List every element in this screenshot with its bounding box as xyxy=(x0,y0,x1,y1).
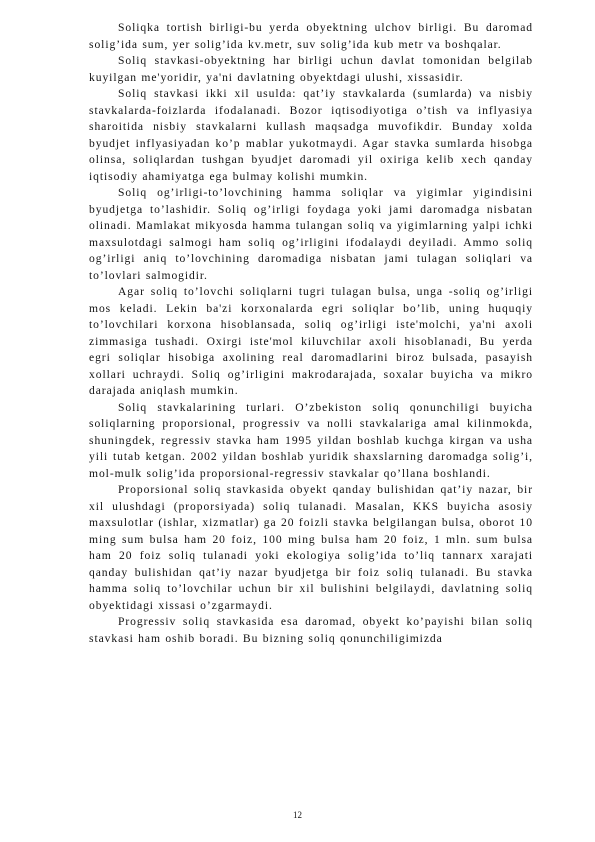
paragraph-tax-burden: Soliq og’irligi-to’lovchining hamma soliqlar va yigimlar yigindisini byudjetga to’lashidir. Soliq og’irligi foydaga yoki jami daromadga nisbatan olinadi. Mamlakat mikyosda hamma tulangan soliq va yigimlarning yalpi ichki maxsulotdagi salmogi ham soliq og’irligini ifodalaydi deyiladi. Ammo soliq og’irligi aniq to’lovchining daromadiga nisbatan jami tulagan soliqlari va to’lovlari salmogidir. xyxy=(89,186,533,282)
paragraph-rate-methods: Soliq stavkasi ikki xil usulda: qat’iy stavkalarda (sumlarda) va nisbiy stavkalarda-foizlarda ifodalanadi. Bozor iqtisodiyotiga o’tish va inflyasiya sharoitida nisbiy stavkalarni kullash maqsadga muvofikdir. Bunday xolda byudjet inflyasiyadan ko’p mablar yukotmaydi. Agar stavka sumlarda hisobga olinsa, soliqlardan tushgan byudjet daromadi yil oxiriga kelib xech qanday iqtisodiy ahamiyatga ega bulmay kolishi mumkin. xyxy=(89,87,533,183)
paragraph-tax-rate: Soliq stavkasi-obyektning har birligi uchun davlat tomonidan belgilab kuyilgan me'yoridir, ya'ni davlatning obyektdagi ulushi, xissasidir. xyxy=(89,54,533,84)
page-number: 12 xyxy=(293,810,302,820)
paragraph-rate-types: Soliq stavkalarining turlari. O’zbekiston soliq qonunchiligi buyicha soliqlarning proporsional, progressiv va nolli stavkalariga amal kilinmokda, shuningdek, regressiv stavka ham 1995 yildan boshlab kuchga kirgan va usha yili tutab ketgan. 2002 yildan boshlab yuridik shaxslarning daromadga solig’i, mol-mulk solig’ida proporsional-regressiv stavkalar qo’llana boshlandi. xyxy=(89,400,533,480)
paragraph-progressive-rate: Progressiv soliq stavkasida esa daromad, obyekt ko’payishi bilan soliq stavkasi ham oshib boradi. Bu bizning soliq qonunchiligimizda xyxy=(89,615,533,645)
paragraph-indirect-taxes: Agar soliq to’lovchi soliqlarni tugri tulagan bulsa, unga -soliq og’irligi mos keladi. Lekin ba'zi korxonalarda egri soliqlar bo’lib, uning huquqiy to’lovchilari korxona hisoblansada, soliq og’irligi iste'molchi, ya'ni axoli zimmasiga tushadi. Oxirgi iste'mol kiluvchilar axoli hisoblanadi, Bu yerda egri soliqlar hisobiga axolining real daromadlarini biroz bulsada, pasayish xollari uchraydi. Soliq og’irligini makrodarajada, soxalar buyicha va mikro darajada aniqlash mumkin. xyxy=(89,285,533,397)
paragraph-taxation-unit: Soliqka tortish birligi-bu yerda obyektning ulchov birligi. Bu daromad solig’ida sum, yer solig’ida kv.metr, suv solig’ida kub metr va boshqalar. xyxy=(89,21,533,51)
document-body xyxy=(89,20,533,647)
paragraph-proportional-rate: Proporsional soliq stavkasida obyekt qanday bulishidan qat’iy nazar, bir xil ulushdagi (proporsiyada) soliq tulanadi. Masalan, KKS buyicha asosiy maxsulotlar (ishlar, xizmatlar) ga 20 foizli stavka belgilangan bulsa, oborot 10 ming sum bulsa ham 20 foiz, 100 ming bulsa ham 20 foiz, 1 mln. sum bulsa ham 20 foiz soliq tulanadi yoki ekologiya solig’ida to’liq tannarx xarajati qanday bulishidan qat’iy nazar byudjetga bir foiz soliq tulanadi. Bu stavka hamma soliq to’lovchilar uchun bir xil bulishini belgilaydi, davlatning soliq obyektidagi xissasi o’zgarmaydi. xyxy=(89,483,533,612)
